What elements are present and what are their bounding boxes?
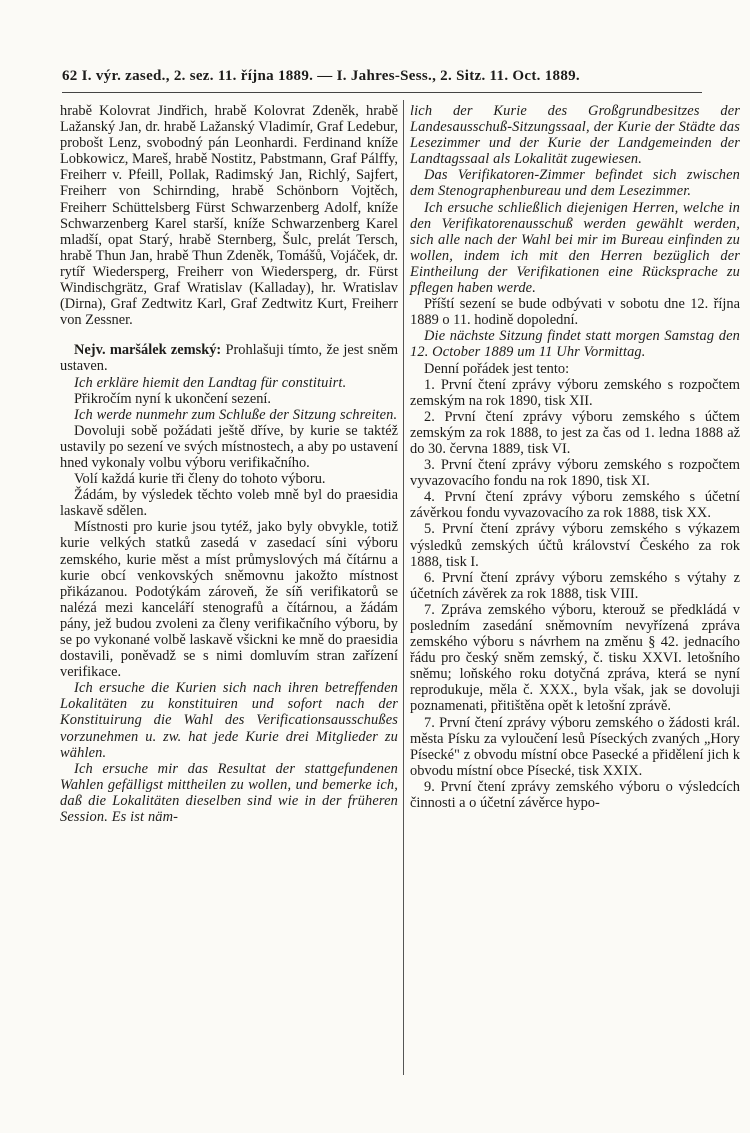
- agenda-heading: Denní pořádek jest tento:: [424, 360, 570, 377]
- next-session-czech: Příští sezení se bude odbývati v sobotu dne 12. října 1889 o 11. hodině dopolední.: [410, 296, 740, 329]
- agenda-item: 5. První čtení zprávy výboru zemského s výkazem výsledků zemských účtů království Českého za rok 1888, tisk I.: [410, 521, 740, 570]
- paragraph-german: Ich erkläre hiemit den Landtag für constituirt.: [74, 374, 347, 391]
- left-column: [60, 103, 398, 825]
- agenda-item: 2. První čtení zprávy výboru zemského s účtem zemským za rok 1888, to jest za čas od 1. ledna 1888 až do 30. června 1889, tisk VI.: [410, 408, 740, 457]
- paragraph: Volí každá kurie tři členy do tohoto výboru.: [74, 471, 326, 488]
- paragraph: Žádám, by výsledek těchto voleb mně byl do praesidia laskavě sdělen.: [60, 487, 398, 520]
- agenda-item: 1. První čtení zprávy výboru zemského s rozpočtem zemským na rok 1890, tisk XII.: [410, 376, 740, 409]
- agenda-item: 7. Zpráva zemského výboru, kterouž se předkládá v posledním zasedání sněmovním nevyřízená zpráva zemského výboru s návrhem na změnu § 42. jednacího řádu pro český sněm zemský, č. tisku XXVI. letošního sněmu; loňského roku dotyčná zpráva, která se nyní reprodukuje, měla č. XXX., byla však, jak se dovoluji poznamenati, přitištěna opět k letošní zprávě.: [410, 601, 740, 715]
- agenda-item: 4. První čtení zprávy výboru zemského s účetní závěrkou fondu vyvazovacího za rok 1888, tisk XX.: [410, 489, 740, 522]
- paragraph: Místnosti pro kurie jsou tytéž, jako byly obvykle, totiž kurie velkých statků zasedá v zasedací síni výboru zemského, kurie měst a míst průmyslových má čítárnu a kurie obcí venkovských sněmovnu jakožto místnost přikázanou. Podotýkám zároveň, že síň verifikatorů se nalézá mezi kanceláří stenografů a čítárnou, a žádám pány, jež budou zvoleni za členy verifikačního výboru, by se po vykonané volbě laskavě všickni ke mně do praesidia dostavili, poněvadž se s nimi domluvím stran zařízení verifikace.: [60, 519, 398, 681]
- paragraph-german: Ich ersuche die Kurien sich nach ihren betreffenden Lokalitäten zu konstituiren und sofort nach der Konstituirung die Wahl des Verificationsausschußes vorzunehmen u. zw. hat jede Kurie drei Mitglieder zu wählen.: [60, 680, 398, 761]
- agenda-item: 7. První čtení zprávy výboru zemského o žádosti král. města Písku za vyloučení lesů Píseckých zvaných „Hory Písecké" z obvodu místní obce Pasecké a přidělení jich k obvodu místní obce Písecké, tisk XXIX.: [410, 714, 740, 779]
- agenda-item: 6. První čtení zprávy výboru zemského s výtahy z účetních závěrek za rok 1888, tisk VIII.: [410, 569, 740, 602]
- paragraph: Dovoluji sobě požádati ještě dříve, by kurie se taktéž ustavily po sezení ve svých místnostech, a aby po ustavení hned vykonaly volbu výboru verifikačního.: [60, 422, 398, 471]
- paragraph: Přikročím nyní k ukončení sezení.: [74, 390, 272, 407]
- attendance-list: hrabě Kolovrat Jindřich, hrabě Kolovrat Zdeněk, hrabě Lažanský Jan, dr. hrabě Lažanský Vladimír, Graf Ledebur, probošt Lenz, svobodný pán Leonhardi. Ferdinand kníže Lobkowicz, Mareš, hrabě Nostitz, Pabstmann, Graf Pálffy, Freiherr v. Pfeill, Pollak, Radimský Jan, Richlý, Sajfert, Freiherr von Schirnding, hrabě Schönborn Vojtěch, Freiherr Schüttelsberg Fürst Schwarzenberg Adolf, kníže Schwarzenberg Karel starší, kníže Schwarzenberg Karel mladší, opat Starý, hrabě Sternberg, Šulc, prelát Tersch, hrabě Thun Jan, hrabě Thun Zdeněk, Tomášů, Vojáček, dr. rytíř Wiedersperg, Freiherr von Wiedersperg, dr. Fürst Windischgrätz, Graf Wratislav (Kalladay), hr. Wratislav (Dirna), Graf Zedtwitz Karl, Graf Zedtwitz Kurt, Freiherr von Zessner.: [60, 103, 398, 329]
- agenda-item: 9. První čtení zprávy zemského výboru o výsledcích činnosti a o účetní závěrce hypo-: [410, 778, 740, 812]
- speaker-label: Nejv. maršálek zemský:: [74, 342, 222, 359]
- page-header: 62 I. výr. zased., 2. sez. 11. října 1889. — I. Jahres-Sess., 2. Sitz. 11. Oct. 1889.: [62, 68, 580, 84]
- paragraph-german: Ich werde nunmehr zum Schluße der Sitzung schreiten.: [74, 406, 398, 423]
- column-divider: [403, 100, 404, 1075]
- next-session-german: Die nächste Sitzung findet statt morgen Samstag den 12. October 1889 um 11 Uhr Vormittag.: [410, 328, 740, 361]
- paragraph-german: Das Verifikatoren-Zimmer befindet sich zwischen dem Stenographenbureau und dem Lesezimmer.: [410, 167, 740, 200]
- paragraph-german: Ich ersuche schließlich diejenigen Herren, welche in den Verifikatorenausschuß werden gewählt werden, sich alle nach der Wahl bei mir im Bureau einfinden zu wollen, indem ich mit den Herren bezüglich der Eintheilung der Verifikationen eine Rücksprache zu pflegen haben werde.: [410, 199, 740, 297]
- header-rule: [62, 92, 702, 93]
- agenda-item: 3. První čtení zprávy výboru zemského s rozpočtem vyvazovacího fondu na rok 1890, tisk XI.: [410, 457, 740, 490]
- announcement-text: Prohlašuji tímto, že jest sněm ustaven.: [60, 342, 399, 375]
- paragraph-german: lich der Kurie des Großgrundbesitzes der Landesausschuß-Sitzungssaal, der Kurie der Städte das Lesezimmer und der Kurie der Landgemeinden der Landtagssaal als Lokalität zugewiesen.: [410, 103, 740, 168]
- right-column: [410, 103, 740, 811]
- paragraph-german: Ich ersuche mir das Resultat der stattgefundenen Wahlen gefälligst mittheilen zu wollen, und bemerke ich, daß die Lokalitäten dieselben sind wie in der früheren Session. Es ist näm-: [60, 760, 398, 826]
- marshal-announcement: [60, 342, 398, 374]
